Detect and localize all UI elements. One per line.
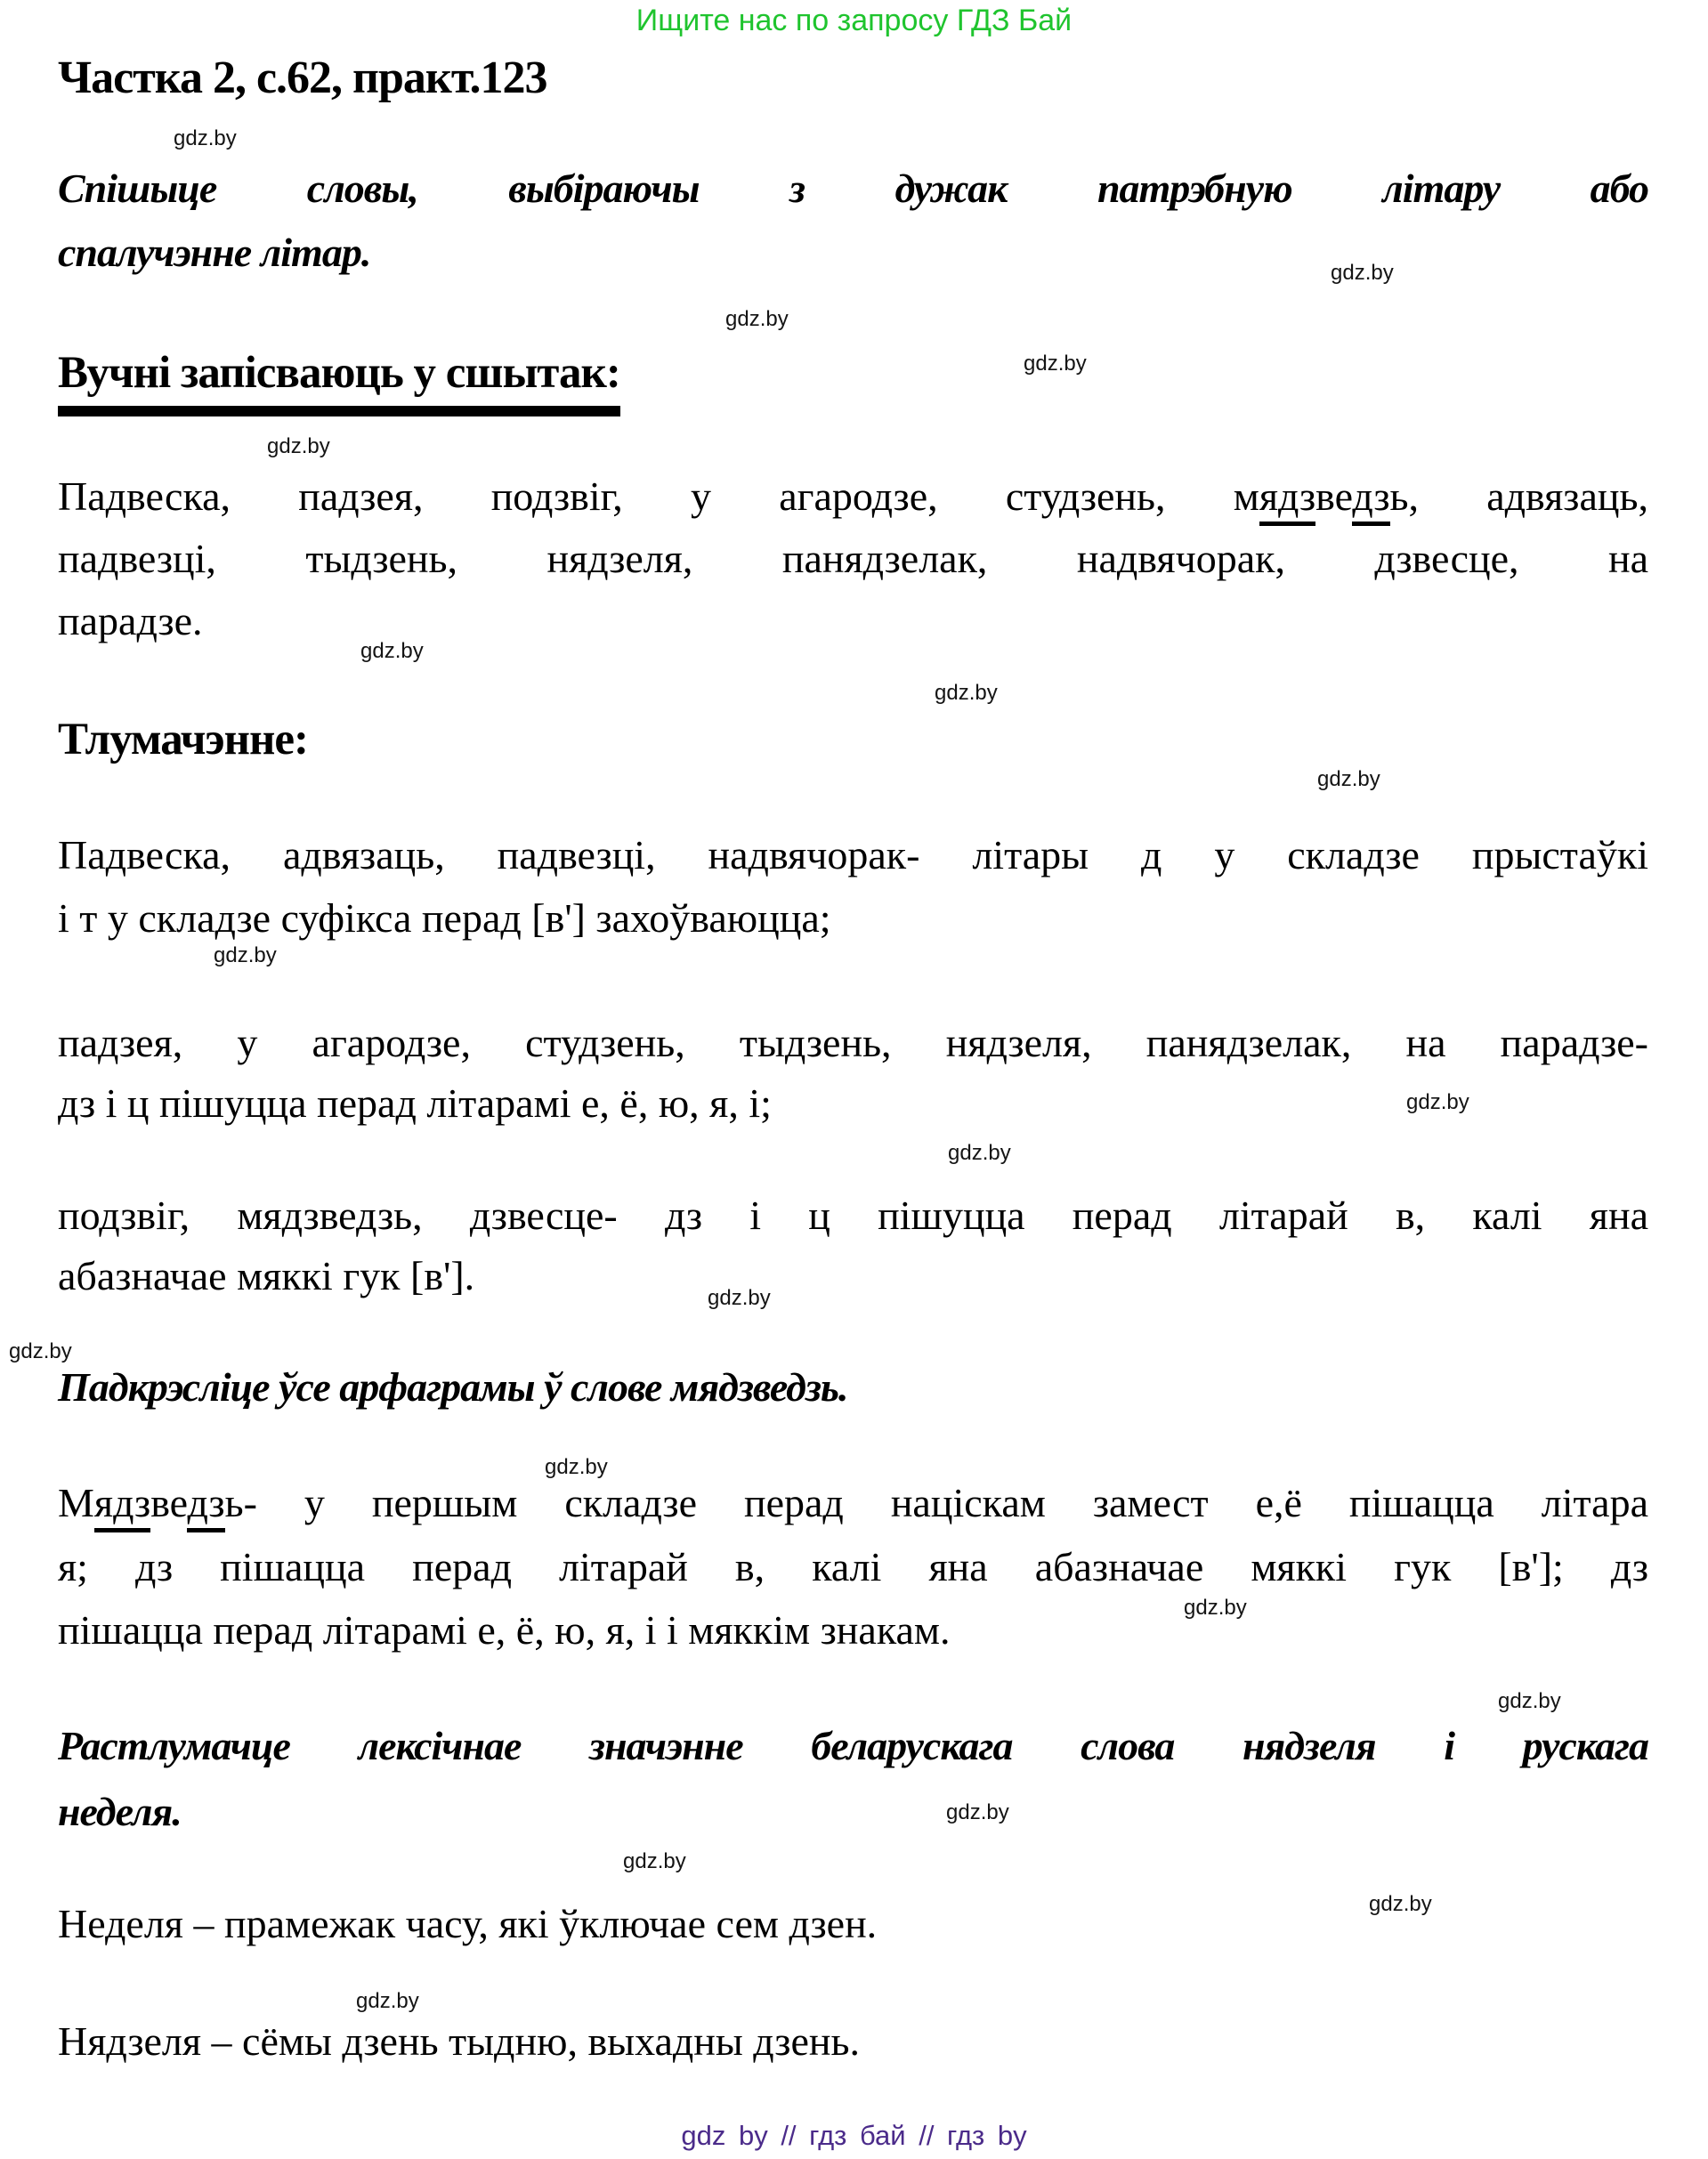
orthogram-underline: дз: [187, 1480, 224, 1532]
gdz-watermark: gdz.by: [356, 1989, 419, 2013]
gdz-watermark: gdz.by: [725, 307, 789, 331]
explain4-line1-part: ь- у першым складзе перад націскам замест е,ё пішацца літара: [224, 1480, 1648, 1525]
explain1-line1: Падвеска, адвязаць, падвезці, надвячорак- літары д у складзе прыстаўкі: [58, 832, 1648, 877]
answer-russian-word: Неделя – прамежак часу, які ўключае сем дзен.: [58, 1901, 878, 1946]
word-list-line1: [58, 473, 1648, 521]
explain4-line3: пішацца перад літарамі е, ё, ю, я, і і мяккім знакам.: [58, 1607, 951, 1653]
gdz-watermark: gdz.by: [1498, 1689, 1561, 1713]
orthogram-underline: дз: [1352, 473, 1389, 526]
gdz-watermark: gdz.by: [708, 1286, 771, 1310]
explain4-line2: я; дз пішацца перад літарай в, калі яна абазначае мяккі гук [в']; дз: [58, 1544, 1648, 1589]
gdz-watermark: gdz.by: [1317, 767, 1380, 791]
explain4-line1: [58, 1480, 1648, 1527]
page-title: Частка 2, с.62, практ.123: [58, 53, 547, 103]
gdz-watermark: gdz.by: [935, 681, 998, 705]
gdz-watermark: gdz.by: [267, 434, 330, 458]
task1-instruction-line2: спалучэнне літар.: [58, 230, 371, 275]
explain4-line1-part: М: [58, 1480, 94, 1525]
gdz-watermark: gdz.by: [1369, 1892, 1432, 1916]
orthogram-underline: ядз: [94, 1480, 150, 1532]
explain4-line1-part: ве: [150, 1480, 188, 1525]
word-list-line3: парадзе.: [58, 598, 203, 643]
gdz-watermark: gdz.by: [1024, 352, 1087, 376]
gdz-watermark: gdz.by: [360, 639, 424, 663]
gdz-watermark: gdz.by: [545, 1455, 608, 1479]
site-footer: gdz by // гдз бай // гдз by: [681, 2120, 1027, 2151]
gdz-watermark: gdz.by: [1184, 1596, 1247, 1620]
explain1-line2: і т у складзе суфікса перад [в'] захоўваюцца;: [58, 895, 831, 941]
explain2-line1: падзея, у агародзе, студзень, тыдзень, нядзеля, панядзелак, на парадзе-: [58, 1020, 1648, 1065]
task3-instruction-line2: неделя.: [58, 1789, 182, 1834]
gdz-watermark: gdz.by: [174, 126, 237, 150]
gdz-watermark: gdz.by: [9, 1339, 72, 1363]
explain2-line2: дз і ц пішуцца перад літарамі е, ё, ю, я, і;: [58, 1080, 772, 1126]
gdz-watermark: gdz.by: [948, 1141, 1011, 1165]
orthogram-underline: ядз: [1259, 473, 1315, 526]
task3-instruction-line1: Растлумачце лексічнае значэнне беларускага слова нядзеля і рускага: [58, 1723, 1648, 1768]
gdz-watermark: gdz.by: [214, 943, 277, 967]
word-list-line1-part: ве: [1315, 473, 1353, 519]
explain-heading: Тлумачэнне:: [58, 715, 308, 764]
gdz-watermark: gdz.by: [623, 1849, 686, 1873]
explain3-line2: абазначае мяккі гук [в'].: [58, 1253, 475, 1298]
word-list-line1-part: Падвеска, падзея, подзвіг, у агародзе, студзень, м: [58, 473, 1259, 519]
word-list-line2: падвезці, тыдзень, нядзеля, панядзелак, надвячорак, дзвесце, на: [58, 536, 1648, 581]
writeup-heading: Вучні запісваюць у сшытак:: [58, 347, 620, 416]
gdz-watermark: gdz.by: [1406, 1090, 1469, 1114]
answer-belarusian-word: Нядзеля – сёмы дзень тыдню, выхадны дзень.: [58, 2018, 860, 2064]
word-list-line1-part: ь, адвязаць,: [1389, 473, 1648, 519]
task1-instruction-line1: Спішыце словы, выбіраючы з дужак патрэбную літару або: [58, 166, 1648, 211]
gdz-watermark: gdz.by: [946, 1800, 1009, 1824]
site-banner: Ищите нас по запросу ГДЗ Бай: [635, 4, 1073, 37]
explain3-line1: подзвіг, мядзведзь, дзвесце- дз і ц пішуцца перад літарай в, калі яна: [58, 1193, 1648, 1238]
gdz-watermark: gdz.by: [1331, 261, 1394, 285]
task2-instruction: Падкрэсліце ўсе арфаграмы ў слове мядзведзь.: [58, 1364, 848, 1410]
